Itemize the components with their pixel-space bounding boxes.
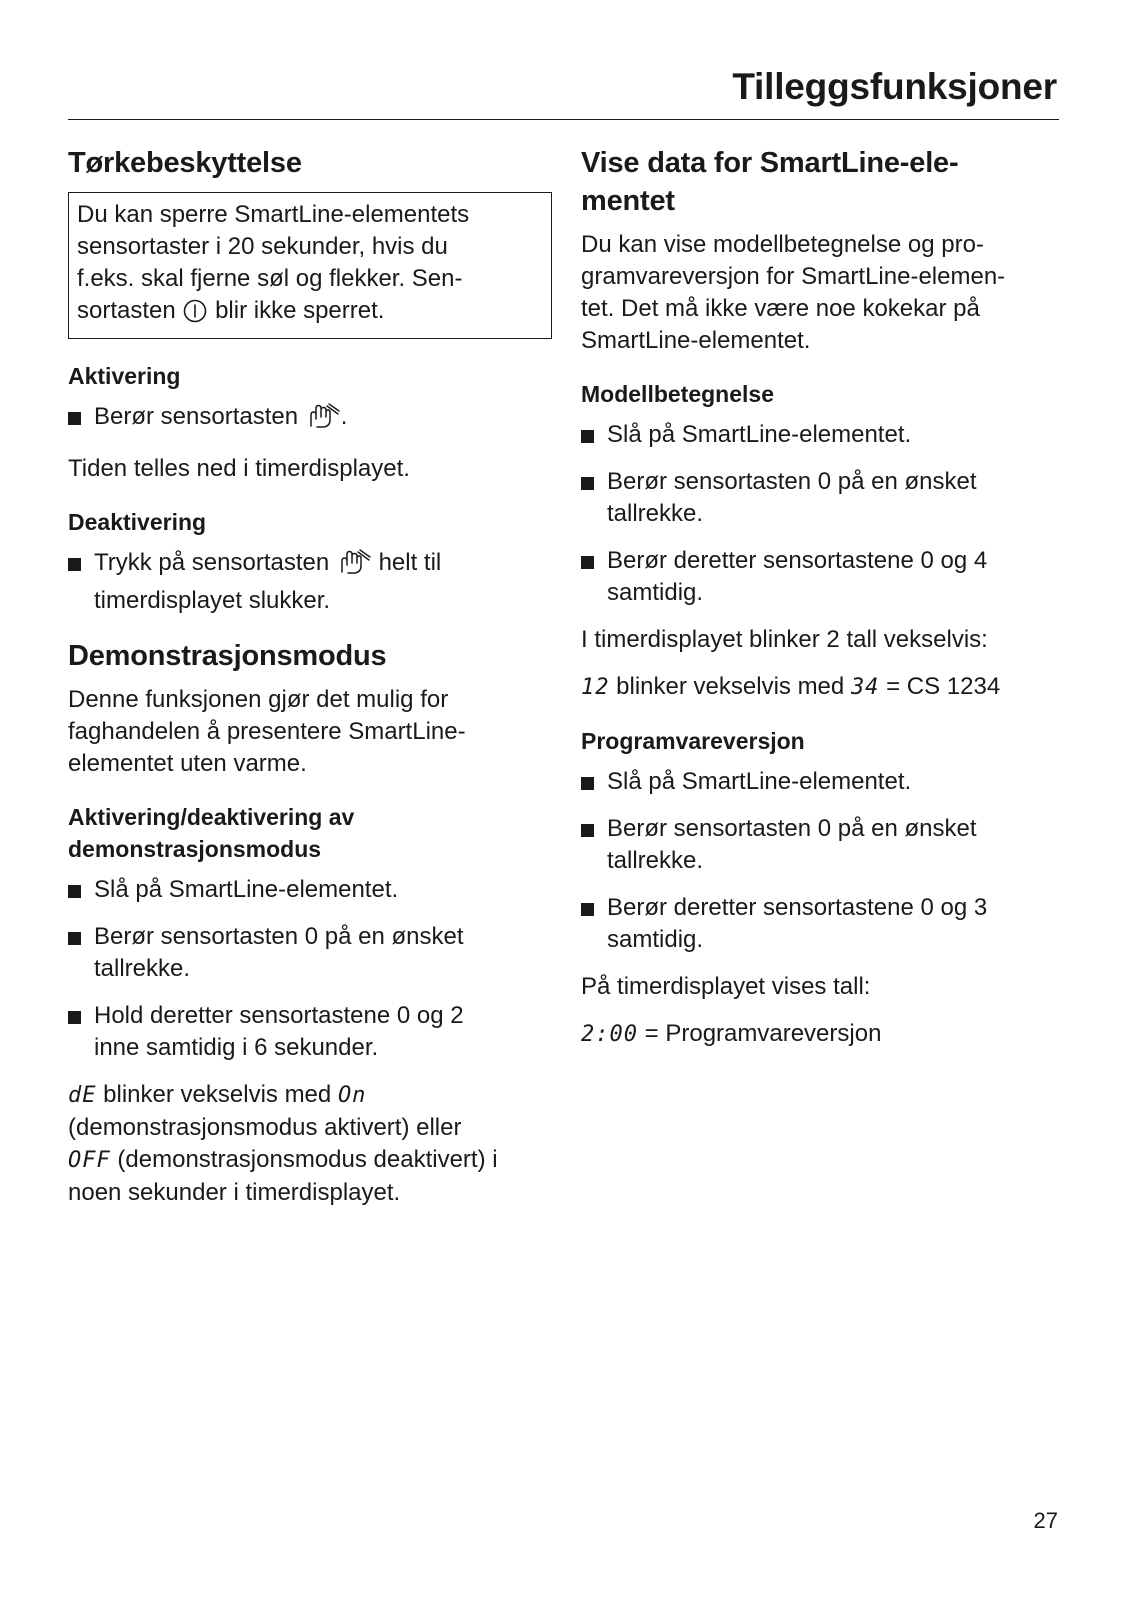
- list-item: [581, 892, 1059, 956]
- list-item-line: Berør deretter sensortastene 0 og 3: [607, 894, 988, 921]
- body-paragraph: [68, 684, 552, 780]
- list-item-line: samtidig.: [607, 579, 704, 606]
- bullet-square: [68, 932, 81, 945]
- list-item-text: Trykk på sensortasten: [94, 549, 330, 576]
- right-column: [581, 142, 1059, 1051]
- list-item-line: Berør sensortasten 0 på en ønsket: [94, 923, 464, 950]
- section-title-show-data: [581, 144, 1059, 220]
- list-item: [68, 401, 552, 439]
- body-line: [581, 1018, 1059, 1051]
- notice-text: blir ikke sperret.: [215, 297, 385, 324]
- subheading-line: demonstrasjonsmodus: [68, 836, 322, 862]
- bullet-square: [68, 1011, 81, 1024]
- body-text: På timerdisplayet vises tall:: [581, 973, 871, 1000]
- list-item-text: helt til: [378, 549, 442, 576]
- body-text: = CS 1234: [886, 673, 1001, 700]
- list-item: [581, 813, 1059, 877]
- bullet-square: [68, 885, 81, 898]
- body-line: tet. Det må ikke være noe kokekar på: [581, 295, 980, 322]
- subheading-activation: Aktivering: [68, 363, 181, 389]
- list-item-line: tallrekke.: [94, 955, 191, 982]
- left-column: [68, 142, 552, 1209]
- display-code: dE: [68, 1083, 97, 1108]
- body-line: [68, 1079, 552, 1112]
- list-item-text: Slå på SmartLine-elementet.: [607, 421, 912, 448]
- body-text: = Programvareversjon: [644, 1020, 882, 1047]
- body-line: [581, 671, 1059, 704]
- list-item: [581, 466, 1059, 530]
- body-line: gramvareversjon for SmartLine-elemen-: [581, 263, 1006, 290]
- list-item: [68, 921, 552, 985]
- list-item-line: [94, 547, 552, 585]
- list-item-text: .: [340, 403, 348, 430]
- body-text: blinker vekselvis med: [616, 673, 845, 700]
- list-item-line: Berør deretter sensortastene 0 og 4: [607, 547, 988, 574]
- body-text: (demonstrasjonsmodus deaktivert) i: [117, 1146, 498, 1173]
- list-item-line: Hold deretter sensortastene 0 og 2: [94, 1002, 464, 1029]
- list-item: [68, 874, 552, 906]
- list-item-line: Berør sensortasten 0 på en ønsket: [607, 815, 977, 842]
- subheading-deactivation: Deaktivering: [68, 509, 207, 535]
- section-title-drying-protection: Tørkebeskyttelse: [68, 147, 302, 179]
- notice-box: [68, 192, 552, 339]
- subheading-software: Programvareversjon: [581, 728, 805, 754]
- page-header: [68, 62, 1059, 120]
- body-paragraph: [581, 229, 1059, 357]
- body-text: Tiden telles ned i timerdisplayet.: [68, 455, 410, 482]
- wipe-protection-icon: [336, 548, 372, 585]
- body-text: blinker vekselvis med: [103, 1081, 332, 1108]
- list-item-text: Berør sensortasten: [94, 403, 299, 430]
- section-title-demo-mode: Demonstrasjonsmodus: [68, 640, 387, 672]
- list-item: [581, 545, 1059, 609]
- list-item-line: tallrekke.: [607, 500, 704, 527]
- list-item-line: tallrekke.: [607, 847, 704, 874]
- bullet-square: [581, 477, 594, 490]
- list-item-line: inne samtidig i 6 sekunder.: [94, 1034, 379, 1061]
- notice-line: Du kan sperre SmartLine-elementets: [77, 201, 470, 228]
- bullet-square: [68, 558, 81, 571]
- list-item-text: Slå på SmartLine-elementet.: [607, 768, 912, 795]
- list-item: [68, 547, 552, 617]
- body-line: faghandelen å presentere SmartLine-: [68, 718, 466, 745]
- section-title-line: mentet: [581, 185, 675, 217]
- list-item-line: Berør sensortasten 0 på en ønsket: [607, 468, 977, 495]
- display-code: OFF: [68, 1148, 111, 1173]
- page-title: Tilleggsfunksjoner: [732, 66, 1057, 107]
- body-line: (demonstrasjonsmodus aktivert) eller: [68, 1114, 462, 1141]
- section-title-line: Vise data for SmartLine-ele-: [581, 147, 959, 179]
- display-code: On: [337, 1083, 367, 1108]
- display-description: [68, 1079, 552, 1209]
- list-item: [581, 766, 1059, 798]
- display-code: 2:00: [581, 1022, 638, 1047]
- body-line: Du kan vise modellbetegnelse og pro-: [581, 231, 984, 258]
- body-line: noen sekunder i timerdisplayet.: [68, 1179, 401, 1206]
- bullet-square: [581, 824, 594, 837]
- notice-text: sortasten: [77, 297, 176, 324]
- body-text: I timerdisplayet blinker 2 tall vekselvis:: [581, 626, 988, 653]
- subheading-model: Modellbetegnelse: [581, 381, 774, 407]
- notice-line: f.eks. skal fjerne søl og flekker. Sen-: [77, 265, 463, 292]
- list-item-text: Slå på SmartLine-elementet.: [94, 876, 399, 903]
- bullet-square: [581, 430, 594, 443]
- wipe-protection-icon: [305, 402, 341, 439]
- body-line: [68, 1144, 552, 1177]
- bullet-square: [581, 903, 594, 916]
- body-line: elementet uten varme.: [68, 750, 307, 777]
- notice-line: [77, 295, 543, 333]
- bullet-square: [581, 777, 594, 790]
- display-code: 12: [581, 675, 610, 700]
- list-item: [581, 419, 1059, 451]
- bullet-square: [581, 556, 594, 569]
- subheading-line: Aktivering/deaktivering av: [68, 804, 355, 830]
- body-line: Denne funksjonen gjør det mulig for: [68, 686, 449, 713]
- page-number: 27: [1033, 1508, 1058, 1533]
- subheading-demo-toggle: [68, 801, 552, 865]
- power-icon: [182, 298, 208, 333]
- display-code: 34: [850, 675, 880, 700]
- body-line: SmartLine-elementet.: [581, 327, 811, 354]
- list-item-line: timerdisplayet slukker.: [94, 587, 331, 614]
- list-item: [68, 1000, 552, 1064]
- bullet-square: [68, 412, 81, 425]
- list-item-line: samtidig.: [607, 926, 704, 953]
- notice-line: sensortaster i 20 sekunder, hvis du: [77, 233, 448, 260]
